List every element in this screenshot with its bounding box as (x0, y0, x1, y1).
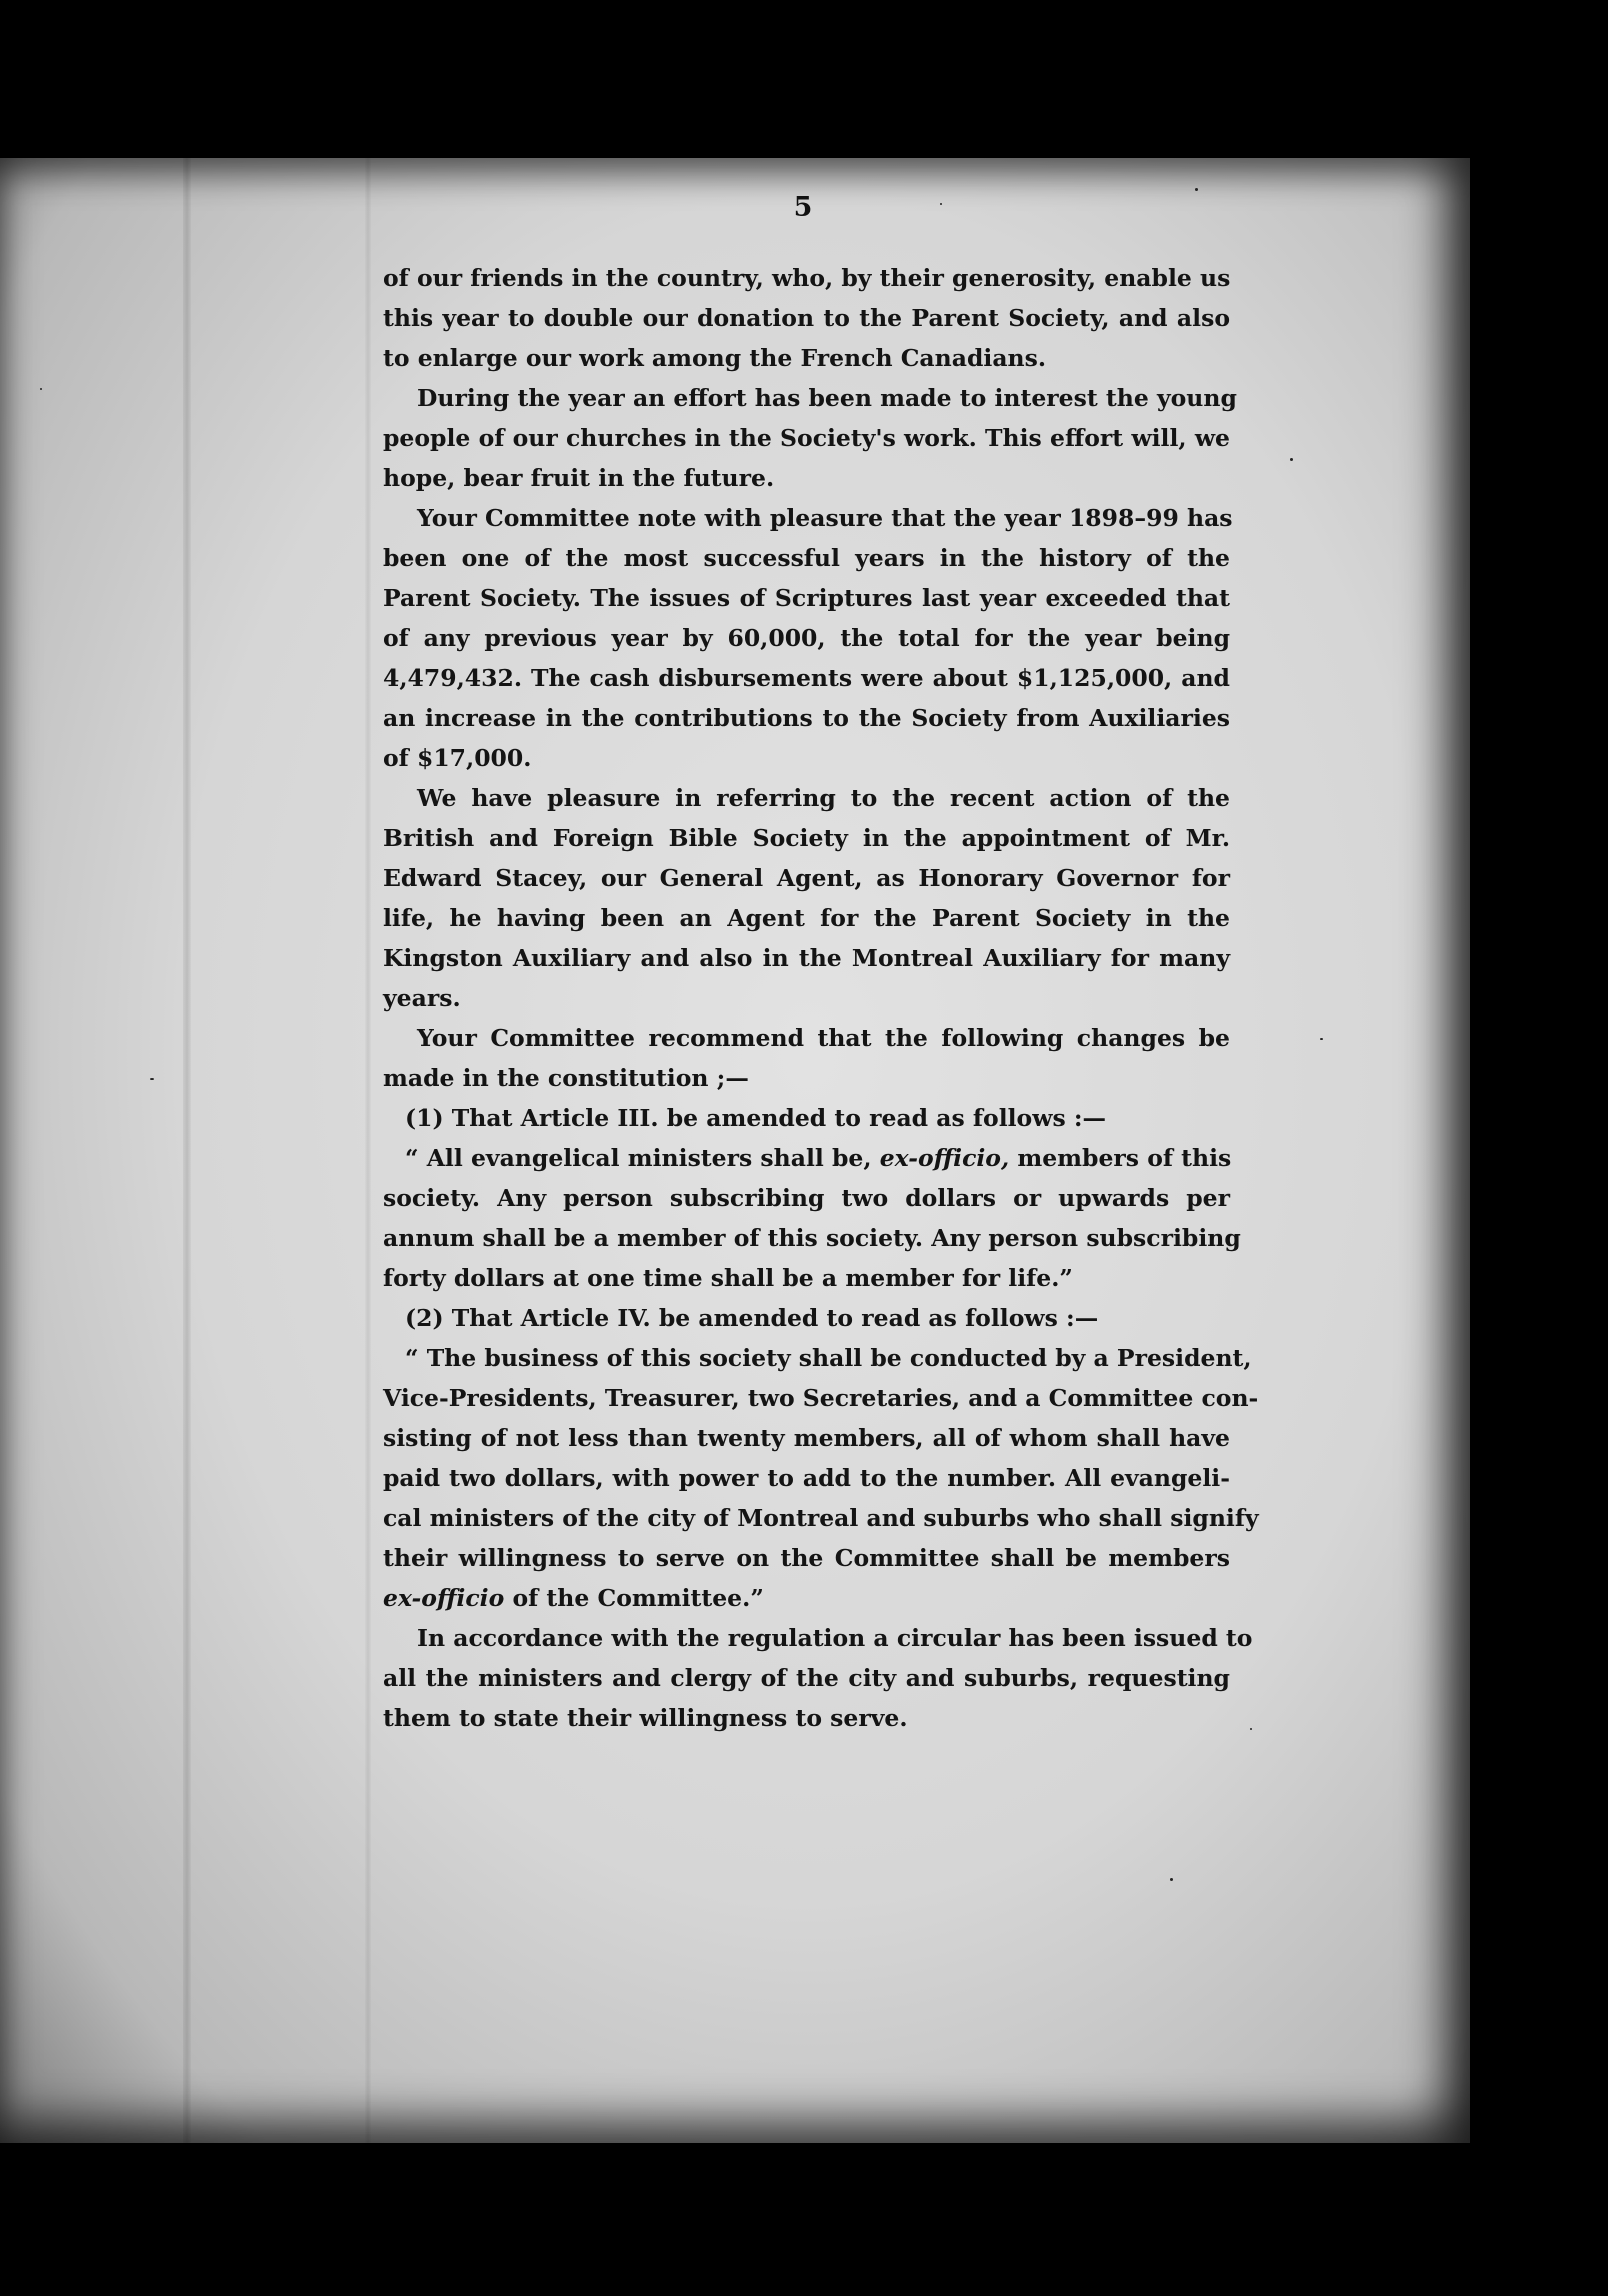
text-line: sisting of not less than twenty members, all of whom shall have (383, 1424, 1230, 1452)
dust-speck (1170, 1878, 1173, 1881)
page-fold-shadow (183, 158, 191, 2143)
text-line: Edward Stacey, our General Agent, as Honorary Governor for (383, 864, 1230, 892)
paragraph-2 (383, 378, 1237, 498)
dust-speck (1195, 188, 1198, 191)
text-line: forty dollars at one time shall be a member for life.” (383, 1264, 1073, 1292)
dust-speck (1250, 1728, 1252, 1730)
text-line: British and Foreign Bible Society in the appointment of Mr. (383, 824, 1230, 852)
text-line: an increase in the contributions to the Society from Auxiliaries (383, 704, 1230, 732)
text-line: We have pleasure in referring to the recent action of the (417, 784, 1230, 812)
text-fragment: “ All evangelical ministers shall be, (405, 1144, 880, 1172)
text-fragment: members of this (1009, 1144, 1232, 1172)
italic-term: ex-officio (383, 1584, 505, 1612)
text-line: their willingness to serve on the Committee shall be members (383, 1544, 1230, 1572)
text-fragment: of the Committee.” (504, 1584, 764, 1612)
dust-speck (1320, 1038, 1323, 1040)
page-number: 5 (793, 192, 813, 223)
text-line: all the ministers and clergy of the city and suburbs, requesting (383, 1664, 1230, 1692)
quotation-article-4 (383, 1338, 1259, 1618)
text-line: hope, bear fruit in the future. (383, 464, 775, 492)
text-line: of any previous year by 60,000, the total for the year being (383, 624, 1230, 652)
text-line: During the year an effort has been made to interest the young (417, 384, 1237, 412)
page-fold-shadow-secondary (365, 158, 371, 2143)
text-line: (2) That Article IV. be amended to read as follows :— (405, 1304, 1099, 1332)
body-text (383, 258, 1259, 1738)
text-line: made in the constitution ;— (383, 1064, 749, 1092)
paragraph-10 (383, 1618, 1253, 1738)
text-line: life, he having been an Agent for the Parent Society in the (383, 904, 1230, 932)
text-line: Parent Society. The issues of Scriptures last year exceeded that (383, 584, 1230, 612)
text-line: cal ministers of the city of Montreal and suburbs who shall signify (383, 1504, 1259, 1532)
dust-speck (40, 388, 42, 390)
text-line: annum shall be a member of this society. Any person subscribing (383, 1224, 1241, 1252)
paragraph-4 (383, 778, 1230, 1018)
text-line: paid two dollars, with power to add to the number. All evangeli- (383, 1464, 1230, 1492)
text-line: Your Committee recommend that the following changes be (417, 1024, 1230, 1052)
italic-term: ex-officio, (879, 1144, 1010, 1172)
dust-speck (150, 1078, 154, 1080)
text-line: of our friends in the country, who, by their generosity, enable us (383, 264, 1231, 292)
text-line: “ The business of this society shall be conducted by a President, (405, 1344, 1252, 1372)
text-line: society. Any person subscribing two dollars or upwards per (383, 1184, 1230, 1212)
text-line: to enlarge our work among the French Canadians. (383, 344, 1047, 372)
paragraph-1 (383, 258, 1230, 378)
paragraph-6 (383, 1098, 1230, 1138)
text-line: years. (383, 984, 461, 1012)
quotation-article-3 (383, 1138, 1241, 1298)
text-line (383, 1578, 1230, 1618)
dust-speck (1290, 458, 1293, 461)
text-line: people of our churches in the Society's work. This effort will, we (383, 424, 1230, 452)
paragraph-8 (383, 1298, 1230, 1338)
text-line: 4,479,432. The cash disbursements were about $1,125,000, and (383, 664, 1230, 692)
text-line: Kingston Auxiliary and also in the Montreal Auxiliary for many (383, 944, 1230, 972)
text-line: this year to double our donation to the Parent Society, and also (383, 304, 1230, 332)
text-line: Your Committee note with pleasure that the year 1898–99 has (417, 504, 1233, 532)
paragraph-5 (383, 1018, 1230, 1098)
text-line: been one of the most successful years in the history of the (383, 544, 1230, 572)
text-line: In accordance with the regulation a circular has been issued to (417, 1624, 1253, 1652)
paragraph-3 (383, 498, 1233, 778)
text-line (383, 1138, 1230, 1178)
text-line: Vice-Presidents, Treasurer, two Secretaries, and a Committee con- (383, 1384, 1259, 1412)
text-line: of $17,000. (383, 744, 532, 772)
text-line: (1) That Article III. be amended to read as follows :— (405, 1104, 1107, 1132)
text-line: them to state their willingness to serve. (383, 1704, 908, 1732)
